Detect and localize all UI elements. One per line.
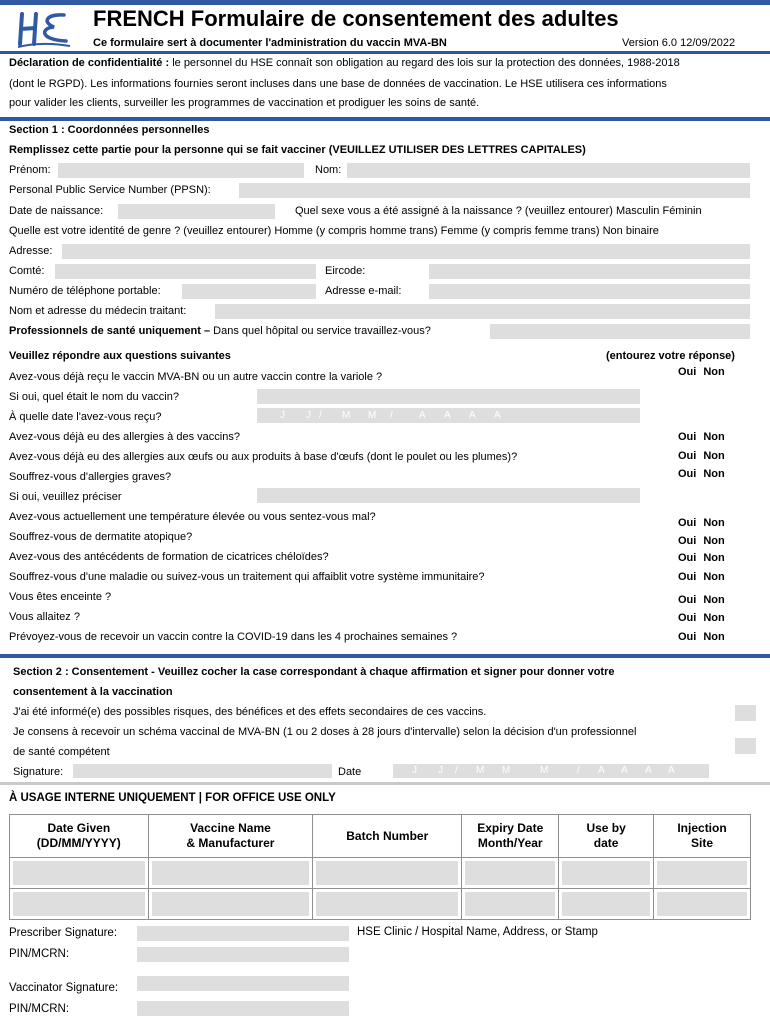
question-covid: Prévoyez-vous de recevoir un vaccin contre la COVID-19 dans les 4 prochaines semaines ? bbox=[9, 631, 458, 643]
cell-vaccine-name[interactable] bbox=[148, 858, 313, 889]
col-expiry-date: Expiry Date Month/Year bbox=[462, 815, 559, 858]
dob-label: Date de naissance: bbox=[9, 205, 104, 217]
cell-injection-site[interactable] bbox=[654, 889, 751, 920]
question-prior-vaccine: Avez-vous déjà reçu le vaccin MVA-BN ou un autre vaccin contre la variole ? bbox=[9, 371, 383, 383]
question-egg-allergy: Avez-vous déjà eu des allergies aux œufs ou aux produits à base d'œufs (dont le poulet ou les plumes)? bbox=[9, 451, 518, 463]
question-temperature: Avez-vous actuellement une température élevée ou vous sentez-vous mal? bbox=[9, 511, 376, 523]
prenom-field[interactable] bbox=[58, 163, 304, 178]
section2-title: Section 2 : Consentement - Veuillez cocher la case correspondant à chaque affirmation et signer pour donner votre bbox=[13, 666, 615, 678]
office-use-table bbox=[9, 814, 751, 920]
cell-vaccine-name[interactable] bbox=[148, 889, 313, 920]
prescriber-signature-field[interactable] bbox=[137, 926, 349, 941]
version-label: Version 6.0 12/09/2022 bbox=[622, 37, 736, 49]
nom-field[interactable] bbox=[347, 163, 750, 178]
adresse-field[interactable] bbox=[62, 244, 750, 259]
question-keloid: Avez-vous des antécédents de formation de cicatrices chéloïdes? bbox=[9, 551, 329, 563]
consent-checkbox-2[interactable] bbox=[735, 738, 756, 754]
section-rule bbox=[0, 654, 770, 658]
cell-date-given[interactable] bbox=[10, 889, 149, 920]
col-injection-site: Injection Site bbox=[654, 815, 751, 858]
signature-label: Signature: bbox=[13, 766, 64, 778]
gp-label: Nom et adresse du médecin traitant: bbox=[9, 305, 187, 317]
consent-checkbox-1[interactable] bbox=[735, 705, 756, 721]
cell-injection-site[interactable] bbox=[654, 858, 751, 889]
question-dermatitis: Souffrez-vous de dermatite atopique? bbox=[9, 531, 193, 543]
cell-date-given[interactable] bbox=[10, 858, 149, 889]
hse-logo bbox=[16, 10, 72, 50]
privacy-line-2: (dont le RGPD). Les informations fournies seront incluses dans une base de données de vaccination. Le HSE utilisera ces informations bbox=[9, 78, 667, 90]
answer-prior-vaccine[interactable]: Oui Non bbox=[678, 366, 725, 378]
adresse-label: Adresse: bbox=[9, 245, 53, 257]
answer-temperature[interactable]: Oui Non bbox=[678, 517, 725, 529]
email-field[interactable] bbox=[429, 284, 750, 299]
vaccinator-pin-label: PIN/MCRN: bbox=[9, 1003, 70, 1015]
privacy-line-3: pour valider les clients, surveiller les programmes de vaccination et prodiguer les soins de santé. bbox=[9, 97, 480, 109]
question-breastfeeding: Vous allaitez ? bbox=[9, 611, 80, 623]
dob-field[interactable] bbox=[118, 204, 275, 219]
answer-breastfeeding[interactable]: Oui Non bbox=[678, 612, 725, 624]
answer-keloid[interactable]: Oui Non bbox=[678, 552, 725, 564]
answer-vaccine-allergy[interactable]: Oui Non bbox=[678, 431, 725, 443]
vaccine-name-field[interactable] bbox=[257, 389, 640, 404]
vaccine-date-mask: J J / M M / A A A A bbox=[280, 410, 501, 421]
form-subtitle: Ce formulaire sert à documenter l'administration du vaccin MVA-BN bbox=[93, 37, 447, 49]
phone-field[interactable] bbox=[182, 284, 316, 299]
question-allergy-details: Si oui, veuillez préciser bbox=[9, 491, 122, 503]
cell-expiry-date[interactable] bbox=[462, 889, 559, 920]
questions-heading: Veuillez répondre aux questions suivantes bbox=[9, 350, 231, 362]
cell-batch-number[interactable] bbox=[313, 858, 462, 889]
sex-question: Quel sexe vous a été assigné à la naissance ? (veuillez entourer) Masculin Féminin bbox=[295, 205, 702, 217]
gp-field[interactable] bbox=[215, 304, 750, 319]
answer-covid[interactable]: Oui Non bbox=[678, 631, 725, 643]
answer-egg-allergy[interactable]: Oui Non bbox=[678, 450, 725, 462]
prenom-label: Prénom: bbox=[9, 164, 51, 176]
office-rule bbox=[0, 782, 770, 785]
section1-instruction: Remplissez cette partie pour la personne qui se fait vacciner (VEUILLEZ UTILISER DES LETTRES CAPITALES) bbox=[9, 144, 586, 156]
question-immune: Souffrez-vous d'une maladie ou suivez-vous un traitement qui affaiblit votre système immunitaire? bbox=[9, 571, 485, 583]
answer-immune[interactable]: Oui Non bbox=[678, 571, 725, 583]
comte-label: Comté: bbox=[9, 265, 45, 277]
top-bar bbox=[0, 0, 770, 5]
answer-severe-allergy[interactable]: Oui Non bbox=[678, 468, 725, 480]
question-vaccine-allergy: Avez-vous déjà eu des allergies à des vaccins? bbox=[9, 431, 240, 443]
col-date-given: Date Given (DD/MM/YYYY) bbox=[10, 815, 149, 858]
phone-label: Numéro de téléphone portable: bbox=[9, 285, 161, 297]
question-vaccine-name: Si oui, quel était le nom du vaccin? bbox=[9, 391, 179, 403]
form-title: FRENCH Formulaire de consentement des adultes bbox=[93, 6, 619, 31]
allergy-details-field[interactable] bbox=[257, 488, 640, 503]
question-vaccine-date: À quelle date l'avez-vous reçu? bbox=[9, 411, 162, 423]
office-title: À USAGE INTERNE UNIQUEMENT | FOR OFFICE USE ONLY bbox=[9, 792, 336, 804]
cell-use-by[interactable] bbox=[559, 889, 654, 920]
header-rule bbox=[0, 51, 770, 54]
col-use-by: Use by date bbox=[559, 815, 654, 858]
prescriber-pin-field[interactable] bbox=[137, 947, 349, 962]
cell-expiry-date[interactable] bbox=[462, 858, 559, 889]
col-vaccine-name: Vaccine Name & Manufacturer bbox=[148, 815, 313, 858]
section2-title-cont: consentement à la vaccination bbox=[13, 686, 173, 698]
consent-statement-1: J'ai été informé(e) des possibles risques, des bénéfices et des effets secondaires de ces vaccins. bbox=[13, 706, 487, 718]
prescriber-signature-label: Prescriber Signature: bbox=[9, 927, 118, 939]
section-rule bbox=[0, 117, 770, 121]
question-pregnant: Vous êtes enceinte ? bbox=[9, 591, 112, 603]
answer-pregnant[interactable]: Oui Non bbox=[678, 594, 725, 606]
hcw-question: Professionnels de santé uniquement – Dans quel hôpital ou service travaillez-vous? bbox=[9, 325, 431, 337]
col-batch-number: Batch Number bbox=[313, 815, 462, 858]
nom-label: Nom: bbox=[315, 164, 342, 176]
table-row bbox=[10, 858, 751, 889]
hcw-field[interactable] bbox=[490, 324, 750, 339]
answer-dermatitis[interactable]: Oui Non bbox=[678, 535, 725, 547]
vaccinator-pin-field[interactable] bbox=[137, 1001, 349, 1016]
consent-date-mask: J J / M M M / A A A A bbox=[412, 765, 675, 776]
section1-title: Section 1 : Coordonnées personnelles bbox=[9, 124, 210, 136]
question-severe-allergy: Souffrez-vous d'allergies graves? bbox=[9, 471, 172, 483]
table-row bbox=[10, 889, 751, 920]
clinic-stamp-label: HSE Clinic / Hospital Name, Address, or Stamp bbox=[357, 926, 598, 938]
consent-statement-2: Je consens à recevoir un schéma vaccinal de MVA-BN (1 ou 2 doses à 28 jours d'intervalle) selon la décision d'un professionnel bbox=[13, 726, 637, 738]
cell-use-by[interactable] bbox=[559, 858, 654, 889]
vaccinator-signature-field[interactable] bbox=[137, 976, 349, 991]
eircode-label: Eircode: bbox=[325, 265, 366, 277]
ppsn-field[interactable] bbox=[239, 183, 750, 198]
signature-field[interactable] bbox=[73, 764, 332, 778]
privacy-line-1: Déclaration de confidentialité : le personnel du HSE connaît son obligation au regard des lois sur la protection des données, 1988-2018 bbox=[9, 57, 680, 69]
circle-hint: (entourez votre réponse) bbox=[606, 350, 735, 362]
cell-batch-number[interactable] bbox=[313, 889, 462, 920]
comte-field[interactable] bbox=[55, 264, 316, 279]
prescriber-pin-label: PIN/MCRN: bbox=[9, 948, 70, 960]
ppsn-label: Personal Public Service Number (PPSN): bbox=[9, 184, 211, 196]
office-table-header bbox=[10, 815, 751, 858]
vaccinator-signature-label: Vaccinator Signature: bbox=[9, 982, 119, 994]
gender-question: Quelle est votre identité de genre ? (veuillez entourer) Homme (y compris homme trans) Femme (y compris femme trans) Non binaire bbox=[9, 225, 659, 237]
eircode-field[interactable] bbox=[429, 264, 750, 279]
date-label: Date bbox=[338, 766, 362, 778]
consent-statement-2-cont: de santé compétent bbox=[13, 746, 110, 758]
email-label: Adresse e-mail: bbox=[325, 285, 402, 297]
